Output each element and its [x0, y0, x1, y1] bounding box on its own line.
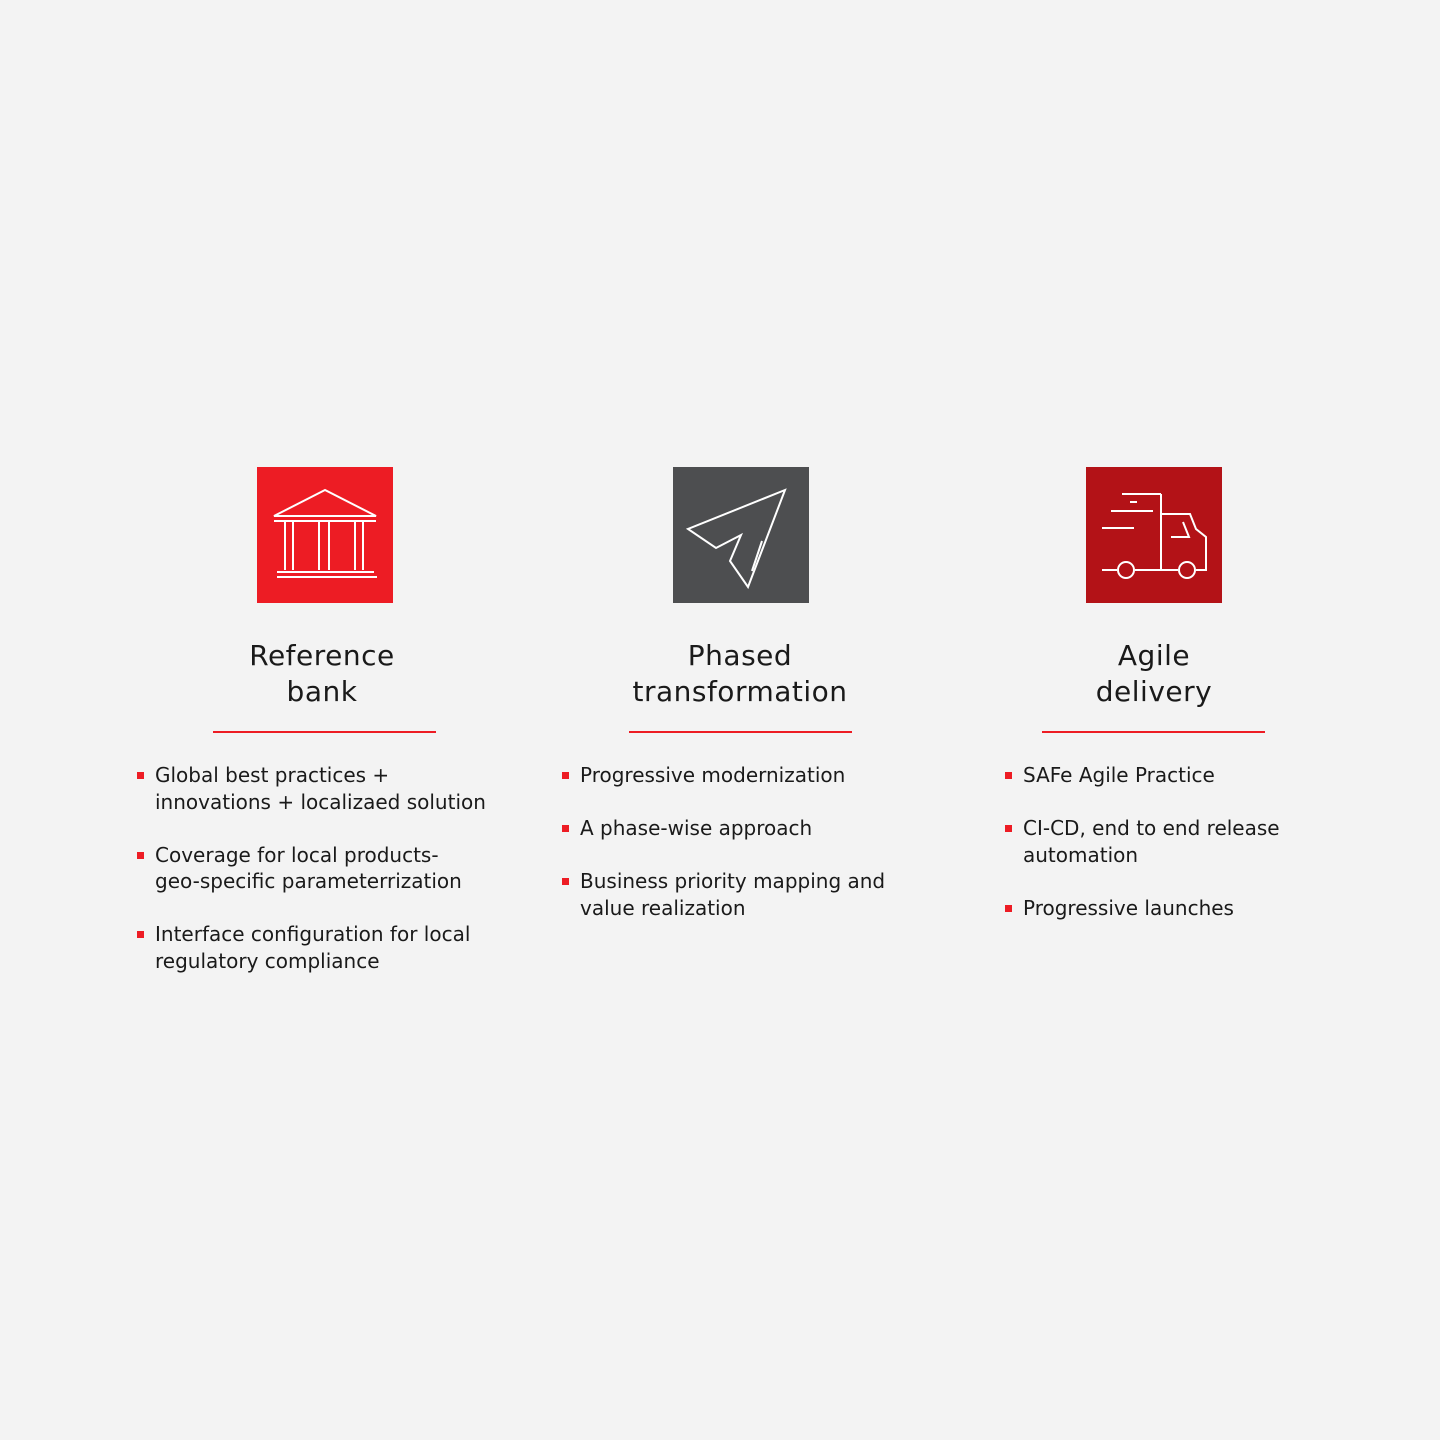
feature-title-line: bank	[286, 675, 358, 708]
feature-title-line: Phased	[687, 639, 793, 672]
bullet-square-icon	[1005, 905, 1012, 912]
feature-title-line: Agile	[1117, 639, 1191, 672]
bullet-square-icon	[562, 772, 569, 779]
list-item: A phase-wise approach	[562, 815, 885, 842]
feature-title-line: Reference	[249, 639, 395, 672]
bank-icon	[257, 467, 393, 603]
feature-title-line: transformation	[632, 675, 848, 708]
list-item: Interface configuration for local regulatory compliance	[137, 921, 486, 974]
bullet-square-icon	[1005, 825, 1012, 832]
list-item: Business priority mapping and value realization	[562, 868, 885, 921]
feature-title	[954, 638, 1354, 710]
list-item: Progressive modernization	[562, 762, 885, 789]
feature-title	[122, 638, 522, 710]
feature-bullet-list	[562, 762, 885, 948]
title-divider	[213, 731, 436, 733]
bullet-square-icon	[562, 825, 569, 832]
feature-title-line: delivery	[1095, 675, 1213, 708]
bank-icon-tile	[257, 467, 393, 603]
bullet-square-icon	[562, 878, 569, 885]
delivery-truck-icon	[1086, 467, 1222, 603]
feature-bullet-list	[137, 762, 486, 1001]
bullet-square-icon	[137, 772, 144, 779]
feature-bullet-list	[1005, 762, 1280, 948]
list-item: Progressive launches	[1005, 895, 1280, 922]
title-divider	[629, 731, 852, 733]
bullet-square-icon	[137, 931, 144, 938]
list-item: Global best practices + innovations + localizaed solution	[137, 762, 486, 815]
list-item: SAFe Agile Practice	[1005, 762, 1280, 789]
delivery-truck-icon-tile	[1086, 467, 1222, 603]
paper-plane-icon	[673, 467, 809, 603]
paper-plane-icon-tile	[673, 467, 809, 603]
title-divider	[1042, 731, 1265, 733]
list-item: CI-CD, end to end release automation	[1005, 815, 1280, 868]
bullet-square-icon	[137, 852, 144, 859]
bullet-square-icon	[1005, 772, 1012, 779]
feature-title	[540, 638, 940, 710]
list-item: Coverage for local products- geo-specific parameterrization	[137, 842, 486, 895]
